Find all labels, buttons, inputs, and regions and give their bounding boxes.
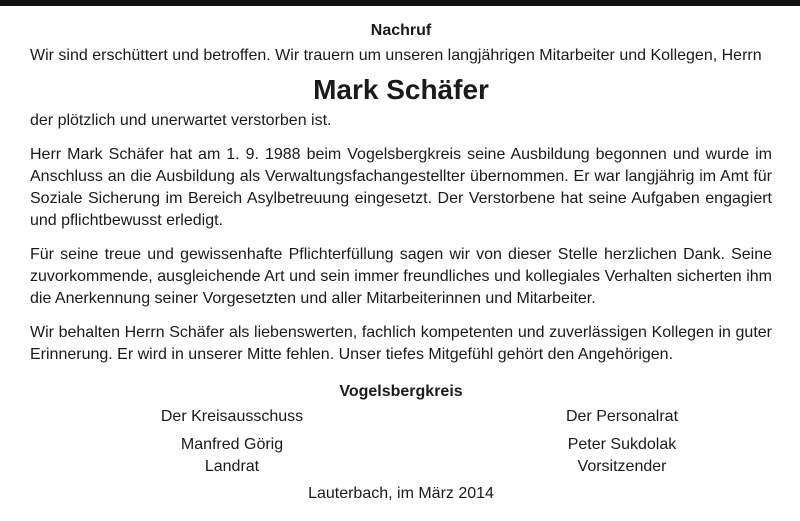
organization-name: Vogelsbergkreis xyxy=(339,383,463,400)
top-border-rule xyxy=(0,0,800,6)
after-name-text: der plötzlich und unerwartet verstorben ist. xyxy=(30,112,332,129)
signer-person: Peter Sukdolak xyxy=(567,436,677,453)
intro-text: Wir sind erschüttert und betroffen. Wir trauern um unseren langjährigen Mitarbeiter und Kollegen, Herrn xyxy=(30,47,762,64)
signer-staff-council xyxy=(522,406,722,478)
signer-role: Vorsitzender xyxy=(577,458,667,475)
signature-block xyxy=(30,406,772,478)
signer-body: Der Kreisausschuss xyxy=(160,408,304,425)
signer-person: Manfred Görig xyxy=(180,436,284,453)
signer-role: Landrat xyxy=(204,458,260,475)
notice-heading: Nachruf xyxy=(370,22,432,39)
deceased-name: Mark Schäfer xyxy=(313,74,489,105)
career-paragraph: Herr Mark Schäfer hat am 1. 9. 1988 beim Vogelsbergkreis seine Ausbildung begonnen und wurde im Anschluss an die Ausbildung als Verwaltungsfachangestellter übernommen. Er war langjährig im Amt für Soziale Sicherung im Bereich Asylbetreuung eingesetzt. Der Verstorbene hat seine Aufgaben engagiert und pflichtbewusst erledigt. xyxy=(30,146,772,229)
signer-county-committee xyxy=(102,406,362,478)
signer-body: Der Personalrat xyxy=(565,408,679,425)
place-and-date: Lauterbach, im März 2014 xyxy=(308,485,494,502)
gratitude-paragraph: Für seine treue und gewissenhafte Pflichterfüllung sagen wir von dieser Stelle herzlichen Dank. Seine zuvorkommende, ausgleichende Art und sein immer freundliches und kollegiales Verhalten sicherten ihm die Anerkennung seiner Vorgesetzten und aller Mitarbeiterinnen und Mitarbeiter. xyxy=(30,246,772,307)
remembrance-paragraph: Wir behalten Herrn Schäfer als liebenswerten, fachlich kompetenten und zuverlässigen Kollegen in guter Erinnerung. Er wird in unserer Mitte fehlen. Unser tiefes Mitgefühl gehört den Angehörigen. xyxy=(30,324,772,363)
obituary-notice xyxy=(30,20,772,521)
